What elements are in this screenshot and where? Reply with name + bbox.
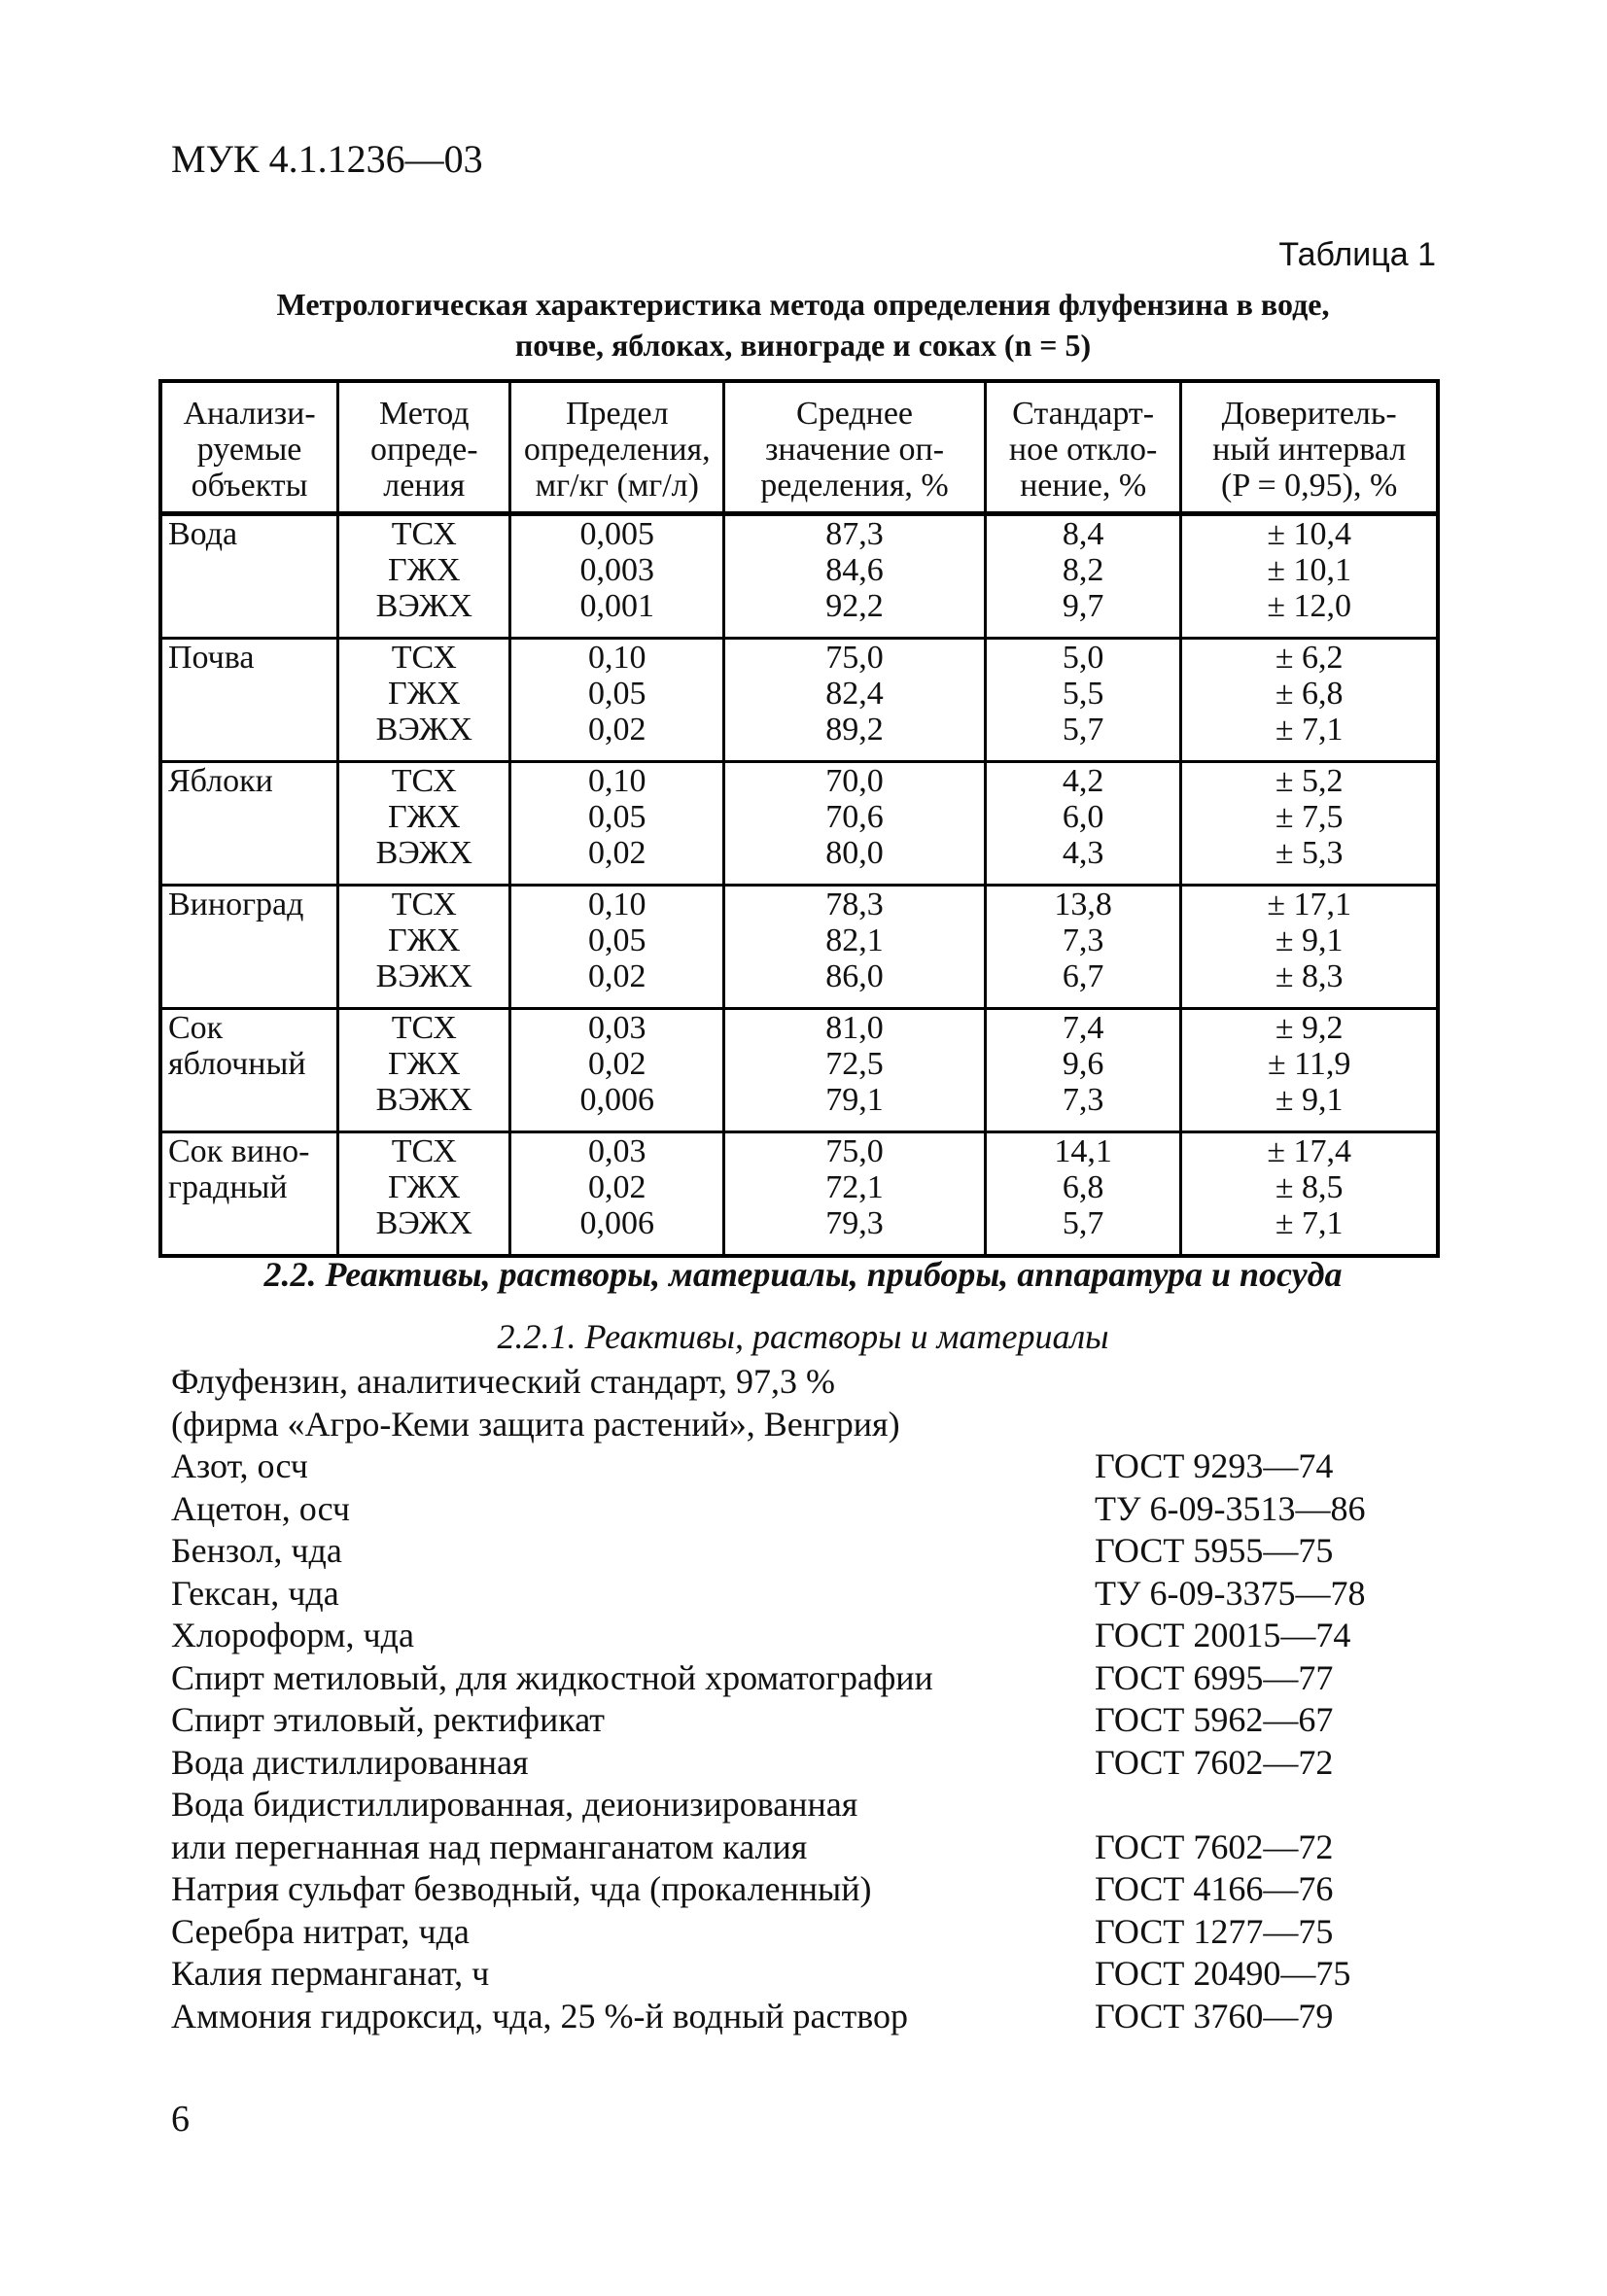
- std-deviation: 7,3: [1062, 922, 1104, 958]
- material-standard: ГОСТ 5955—75: [1095, 1531, 1334, 1570]
- material-standard: ГОСТ 4166—76: [1095, 1869, 1334, 1908]
- analyzed-object: Яблоки: [168, 763, 273, 799]
- column-header-line: определения,: [523, 431, 711, 468]
- material-standard: ГОСТ 7602—72: [1095, 1826, 1334, 1866]
- mean-value-cell: [724, 1009, 986, 1132]
- confidence-interval-cell: [1181, 886, 1438, 1009]
- analyzed-object: Сок вино-: [168, 1133, 310, 1169]
- material-item: [171, 1488, 1435, 1531]
- column-header-line: опреде-: [370, 431, 478, 468]
- column-header: [724, 381, 986, 514]
- mean-value-cell: [724, 886, 986, 1009]
- column-header-line: объекты: [191, 467, 308, 504]
- confidence-interval: ± 10,1: [1267, 552, 1351, 588]
- method-cell: [338, 1009, 510, 1132]
- table-row: [160, 762, 1438, 886]
- mean-value: 72,1: [825, 1169, 884, 1205]
- std-deviation: 6,7: [1062, 958, 1104, 994]
- confidence-interval: ± 6,2: [1275, 640, 1344, 676]
- page-number: 6: [171, 2099, 190, 2139]
- std-deviation: 9,7: [1062, 588, 1104, 624]
- analyzed-object: Виноград: [168, 887, 304, 922]
- column-header: [985, 381, 1180, 514]
- analyzed-object-cell: [160, 1132, 338, 1257]
- detection-limit: 0,10: [588, 640, 646, 676]
- material-item: [171, 1826, 1435, 1869]
- table-row: [160, 639, 1438, 762]
- detection-limit: 0,05: [588, 799, 646, 835]
- material-name: Спирт этиловый, ректификат: [171, 1700, 605, 1739]
- material-name: Ацетон, осч: [171, 1488, 351, 1528]
- mean-value-cell: [724, 762, 986, 886]
- material-item: [171, 1657, 1435, 1700]
- method: ТСХ: [391, 887, 457, 922]
- std-deviation: 5,7: [1062, 1205, 1104, 1241]
- mean-value: 89,2: [825, 712, 884, 748]
- material-item: [171, 1868, 1435, 1911]
- analyzed-object: Вода: [168, 516, 238, 552]
- analyzed-object-cell: [160, 886, 338, 1009]
- mean-value: 75,0: [825, 640, 884, 676]
- std-deviation: 5,5: [1062, 676, 1104, 712]
- material-standard: ТУ 6-09-3375—78: [1095, 1573, 1366, 1613]
- material-name: Спирт метиловый, для жидкостной хроматографии: [171, 1657, 933, 1697]
- material-name: Флуфензин, аналитический стандарт, 97,3 %: [171, 1362, 836, 1401]
- confidence-interval: ± 5,2: [1275, 763, 1344, 799]
- column-header-line: Анализи-: [183, 395, 316, 432]
- method: ГЖХ: [387, 1046, 461, 1082]
- detection-limit-cell: [510, 762, 724, 886]
- detection-limit: 0,006: [579, 1082, 655, 1118]
- std-deviation: 9,6: [1062, 1046, 1104, 1082]
- method: ВЭЖХ: [375, 958, 472, 994]
- detection-limit: 0,02: [588, 835, 646, 871]
- mean-value: 79,3: [825, 1205, 884, 1241]
- mean-value: 79,1: [825, 1082, 884, 1118]
- material-name: Серебра нитрат, чда: [171, 1911, 470, 1951]
- confidence-interval-cell: [1181, 1009, 1438, 1132]
- metrology-table: [158, 379, 1440, 1258]
- std-deviation: 6,0: [1062, 799, 1104, 835]
- detection-limit: 0,05: [588, 676, 646, 712]
- detection-limit: 0,02: [588, 712, 646, 748]
- confidence-interval: ± 11,9: [1267, 1046, 1351, 1082]
- column-header-line: мг/кг (мг/л): [535, 467, 699, 504]
- confidence-interval-cell: [1181, 514, 1438, 639]
- method: ВЭЖХ: [375, 1082, 472, 1118]
- confidence-interval: ± 10,4: [1267, 516, 1351, 552]
- std-deviation: 4,3: [1062, 835, 1104, 871]
- column-header-line: (P = 0,95), %: [1221, 467, 1398, 504]
- analyzed-object: градный: [168, 1169, 288, 1205]
- material-item: [171, 1404, 1435, 1446]
- material-name: Вода бидистиллированная, деионизированная: [171, 1785, 858, 1824]
- mean-value: 92,2: [825, 588, 884, 624]
- std-deviation: 5,7: [1062, 712, 1104, 748]
- column-header-line: Метод: [378, 395, 470, 432]
- std-deviation: 13,8: [1054, 887, 1112, 922]
- std-deviation-cell: [985, 1009, 1180, 1132]
- column-header-line: Стандарт-: [1012, 395, 1155, 432]
- method: ГЖХ: [387, 552, 461, 588]
- material-name: Натрия сульфат безводный, чда (прокаленный): [171, 1869, 872, 1908]
- table-header-row: [160, 381, 1438, 514]
- analyzed-object: Сок: [168, 1010, 224, 1046]
- detection-limit: 0,006: [579, 1205, 655, 1241]
- analyzed-object: Почва: [168, 640, 255, 676]
- analyzed-object-cell: [160, 762, 338, 886]
- analyzed-object: яблочный: [168, 1046, 306, 1082]
- confidence-interval: ± 6,8: [1275, 676, 1344, 712]
- confidence-interval: ± 8,3: [1275, 958, 1344, 994]
- method: ТСХ: [391, 640, 457, 676]
- detection-limit: 0,10: [588, 763, 646, 799]
- std-deviation: 14,1: [1054, 1133, 1112, 1169]
- material-item: [171, 1953, 1435, 1996]
- table-row: [160, 1009, 1438, 1132]
- material-item: [171, 1615, 1435, 1657]
- material-standard: ГОСТ 20490—75: [1095, 1954, 1351, 1993]
- method-cell: [338, 514, 510, 639]
- method: ГЖХ: [387, 922, 461, 958]
- detection-limit: 0,02: [588, 1169, 646, 1205]
- method: ТСХ: [391, 1010, 457, 1046]
- mean-value: 70,6: [825, 799, 884, 835]
- method: ВЭЖХ: [375, 588, 472, 624]
- column-header-line: ления: [383, 467, 466, 504]
- detection-limit: 0,03: [588, 1010, 646, 1046]
- material-standard: ГОСТ 1277—75: [1095, 1911, 1334, 1951]
- detection-limit-cell: [510, 886, 724, 1009]
- confidence-interval: ± 9,1: [1275, 922, 1344, 958]
- material-item: [171, 1445, 1435, 1488]
- material-standard: ГОСТ 20015—74: [1095, 1616, 1351, 1654]
- material-standard: ГОСТ 9293—74: [1095, 1446, 1334, 1485]
- std-deviation: 8,4: [1062, 516, 1104, 552]
- table-title-line-1: Метрологическая характеристика метода определения флуфензина в воде,: [276, 287, 1330, 322]
- method-cell: [338, 762, 510, 886]
- material-item: [171, 1699, 1435, 1742]
- mean-value: 80,0: [825, 835, 884, 871]
- std-deviation: 6,8: [1062, 1169, 1104, 1205]
- method: ВЭЖХ: [375, 712, 472, 748]
- material-name: Калия перманганат, ч: [171, 1954, 490, 1993]
- std-deviation-cell: [985, 886, 1180, 1009]
- column-header: [160, 381, 338, 514]
- mean-value: 87,3: [825, 516, 884, 552]
- column-header-line: руемые: [196, 431, 302, 468]
- std-deviation-cell: [985, 514, 1180, 639]
- detection-limit-cell: [510, 514, 724, 639]
- material-name: (фирма «Агро-Кеми защита растений», Венгрия): [171, 1404, 900, 1444]
- method-cell: [338, 886, 510, 1009]
- section-heading: 2.2. Реактивы, растворы, материалы, приборы, аппаратура и посуда: [263, 1255, 1343, 1294]
- material-item: [171, 1996, 1435, 2038]
- material-item: [171, 1742, 1435, 1785]
- confidence-interval: ± 9,2: [1275, 1010, 1344, 1046]
- column-header-line: нение, %: [1020, 467, 1147, 504]
- mean-value: 82,4: [825, 676, 884, 712]
- column-header-line: значение оп-: [765, 431, 945, 468]
- detection-limit: 0,10: [588, 887, 646, 922]
- material-standard: ГОСТ 3760—79: [1095, 1996, 1334, 2035]
- column-header-line: Среднее: [796, 395, 914, 432]
- detection-limit: 0,05: [588, 922, 646, 958]
- material-name: или перегнанная над перманганатом калия: [171, 1826, 808, 1866]
- table-title: [171, 284, 1435, 365]
- confidence-interval: ± 7,1: [1275, 1205, 1344, 1241]
- method: ГЖХ: [387, 676, 461, 712]
- mean-value: 81,0: [825, 1010, 884, 1046]
- std-deviation-cell: [985, 639, 1180, 762]
- confidence-interval-cell: [1181, 1132, 1438, 1257]
- std-deviation-cell: [985, 762, 1180, 886]
- method: ВЭЖХ: [375, 1205, 472, 1241]
- method: ВЭЖХ: [375, 835, 472, 871]
- confidence-interval: ± 8,5: [1275, 1169, 1344, 1205]
- document-code: МУК 4.1.1236—03: [171, 137, 483, 181]
- column-header-line: ределения, %: [760, 467, 949, 504]
- material-name: Азот, осч: [171, 1446, 308, 1485]
- std-deviation: 7,3: [1062, 1082, 1104, 1118]
- method-cell: [338, 639, 510, 762]
- std-deviation-cell: [985, 1132, 1180, 1257]
- column-header-line: Предел: [566, 395, 669, 432]
- material-name: Вода дистиллированная: [171, 1742, 529, 1782]
- column-header: [510, 381, 724, 514]
- material-name: Аммония гидроксид, чда, 25 %-й водный раствор: [171, 1996, 908, 2035]
- table-body: [160, 514, 1438, 1257]
- table-row: [160, 514, 1438, 639]
- mean-value: 82,1: [825, 922, 884, 958]
- detection-limit-cell: [510, 639, 724, 762]
- mean-value: 75,0: [825, 1133, 884, 1169]
- table-label: Таблица 1: [1278, 236, 1436, 273]
- mean-value: 84,6: [825, 552, 884, 588]
- method: ГЖХ: [387, 799, 461, 835]
- mean-value: 70,0: [825, 763, 884, 799]
- detection-limit: 0,005: [579, 516, 655, 552]
- column-header-line: ный интервал: [1212, 431, 1407, 468]
- material-standard: ГОСТ 6995—77: [1095, 1657, 1334, 1697]
- confidence-interval: ± 12,0: [1267, 588, 1351, 624]
- std-deviation: 7,4: [1062, 1010, 1104, 1046]
- column-header-line: ное откло-: [1008, 431, 1158, 468]
- method: ТСХ: [391, 1133, 457, 1169]
- column-header-line: Доверитель-: [1221, 395, 1397, 432]
- mean-value: 86,0: [825, 958, 884, 994]
- table-title-line-2: почве, яблоках, винограде и соках (n = 5): [514, 328, 1092, 363]
- material-name: Бензол, чда: [171, 1531, 342, 1570]
- analyzed-object-cell: [160, 639, 338, 762]
- detection-limit: 0,02: [588, 958, 646, 994]
- detection-limit: 0,03: [588, 1133, 646, 1169]
- analyzed-object-cell: [160, 514, 338, 639]
- confidence-interval-cell: [1181, 639, 1438, 762]
- mean-value-cell: [724, 1132, 986, 1257]
- mean-value-cell: [724, 514, 986, 639]
- detection-limit: 0,003: [579, 552, 655, 588]
- detection-limit-cell: [510, 1132, 724, 1257]
- subsection-heading: 2.2.1. Реактивы, растворы и материалы: [497, 1317, 1109, 1356]
- material-item: [171, 1361, 1435, 1404]
- confidence-interval: ± 17,4: [1267, 1133, 1351, 1169]
- confidence-interval: ± 5,3: [1275, 835, 1344, 871]
- material-standard: ГОСТ 7602—72: [1095, 1742, 1334, 1782]
- material-item: [171, 1911, 1435, 1954]
- detection-limit-cell: [510, 1009, 724, 1132]
- confidence-interval: ± 17,1: [1267, 887, 1351, 922]
- confidence-interval: ± 7,5: [1275, 799, 1344, 835]
- column-header: [338, 381, 510, 514]
- confidence-interval: ± 9,1: [1275, 1082, 1344, 1118]
- method-cell: [338, 1132, 510, 1257]
- material-item: [171, 1573, 1435, 1616]
- material-item: [171, 1784, 1435, 1826]
- detection-limit: 0,02: [588, 1046, 646, 1082]
- mean-value-cell: [724, 639, 986, 762]
- analyzed-object-cell: [160, 1009, 338, 1132]
- confidence-interval: ± 7,1: [1275, 712, 1344, 748]
- table-row: [160, 886, 1438, 1009]
- method: ТСХ: [391, 763, 457, 799]
- material-item: [171, 1530, 1435, 1573]
- material-standard: ГОСТ 5962—67: [1095, 1700, 1334, 1739]
- std-deviation: 8,2: [1062, 552, 1104, 588]
- mean-value: 72,5: [825, 1046, 884, 1082]
- material-name: Хлороформ, чда: [171, 1616, 414, 1654]
- column-header: [1181, 381, 1438, 514]
- mean-value: 78,3: [825, 887, 884, 922]
- confidence-interval-cell: [1181, 762, 1438, 886]
- material-name: Гексан, чда: [171, 1573, 339, 1613]
- table-row: [160, 1132, 1438, 1257]
- method: ТСХ: [391, 516, 457, 552]
- std-deviation: 4,2: [1062, 763, 1104, 799]
- material-standard: ТУ 6-09-3513—86: [1095, 1488, 1366, 1528]
- method: ГЖХ: [387, 1169, 461, 1205]
- detection-limit: 0,001: [579, 588, 655, 624]
- std-deviation: 5,0: [1062, 640, 1104, 676]
